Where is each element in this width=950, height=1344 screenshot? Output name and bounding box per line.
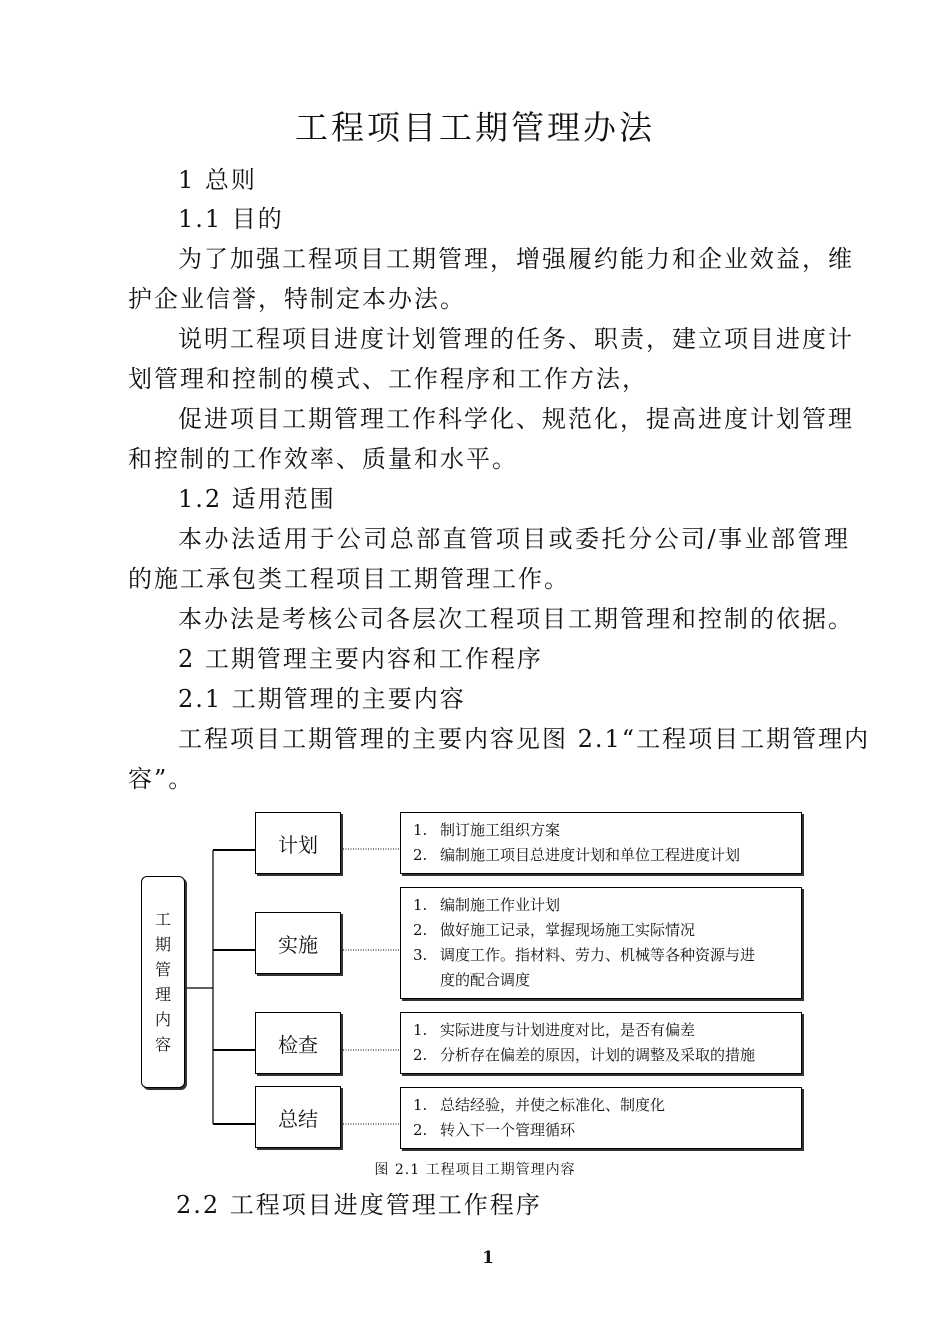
heading-2-1: 2.1 工期管理的主要内容: [178, 685, 466, 713]
item-number: 2.: [413, 1046, 428, 1064]
stage-implement-box: [255, 912, 341, 974]
detail-item: [413, 943, 801, 968]
item-text: 制订施工组织方案: [440, 821, 561, 839]
detail-check-box: [400, 1012, 802, 1074]
paragraph-basis: 本办法是考核公司各层次工程项目工期管理和控制的依据。: [178, 605, 854, 633]
paragraph-content-line2: 容”。: [128, 765, 195, 793]
item-number: 3.: [413, 946, 428, 964]
heading-1-1: 1.1 目的: [178, 205, 284, 233]
heading-2-2: 2.2 工程项目进度管理工作程序: [176, 1191, 542, 1219]
stage-check-box: [255, 1012, 341, 1074]
item-number: 2.: [413, 921, 428, 939]
detail-implement-box: [400, 887, 802, 999]
root-char: 管: [154, 960, 171, 979]
heading-1: 1 总则: [178, 166, 257, 194]
item-number: 1.: [413, 1096, 428, 1114]
item-text: 调度工作。指材料、劳力、机械等各种资源与进: [440, 946, 756, 964]
stage-label: 检查: [278, 1032, 318, 1057]
paragraph-content-line1: 工程项目工期管理的主要内容见图 2.1“工程项目工期管理内: [178, 725, 871, 753]
detail-item: [413, 818, 801, 843]
detail-item: [413, 1118, 801, 1143]
paragraph-scope-line2: 的施工承包类工程项目工期管理工作。: [128, 565, 570, 593]
stage-summary-box: [255, 1086, 341, 1148]
stage-label: 总结: [278, 1106, 318, 1131]
item-text: 度的配合调度: [440, 971, 531, 989]
item-text: 编制施工项目总进度计划和单位工程进度计划: [440, 846, 741, 864]
detail-item: [413, 843, 801, 868]
detail-item: [413, 893, 801, 918]
paragraph-promote-line2: 和控制的工作效率、质量和水平。: [128, 445, 518, 473]
item-number: 2.: [413, 1121, 428, 1139]
item-number: 1.: [413, 896, 428, 914]
paragraph-promote-line1: 促进项目工期管理工作科学化、规范化，提高进度计划管理: [178, 405, 854, 433]
detail-item: [413, 918, 801, 943]
detail-item: [413, 1018, 801, 1043]
paragraph-purpose-line2: 护企业信誉，特制定本办法。: [128, 285, 466, 313]
paragraph-purpose-line1: 为了加强工程项目工期管理，增强履约能力和企业效益，维: [178, 245, 854, 273]
root-char: 理: [154, 985, 171, 1004]
item-text: 转入下一个管理循环: [440, 1121, 576, 1139]
document-title: 工程项目工期管理办法: [295, 108, 655, 147]
stage-label: 实施: [278, 932, 318, 957]
heading-2: 2 工期管理主要内容和工作程序: [178, 645, 543, 673]
detail-item: [413, 1043, 801, 1068]
item-text: 实际进度与计划进度对比，是否有偏差: [440, 1021, 696, 1039]
item-text: 总结经验，并使之标准化、制度化: [440, 1096, 666, 1114]
stage-label: 计划: [278, 832, 318, 857]
diagram-root-box: [141, 876, 185, 1088]
item-text: 分析存在偏差的原因，计划的调整及采取的措施: [440, 1046, 756, 1064]
heading-1-2: 1.2 适用范围: [178, 485, 336, 513]
root-char: 容: [154, 1035, 171, 1054]
root-char: 期: [154, 935, 171, 954]
paragraph-explain-line2: 划管理和控制的模式、工作程序和工作方法，: [128, 365, 648, 393]
item-number: 2.: [413, 846, 428, 864]
detail-item-continued: [413, 968, 801, 993]
detail-item: [413, 1093, 801, 1118]
item-number: 1.: [413, 1021, 428, 1039]
item-text: 做好施工记录，掌握现场施工实际情况: [440, 921, 696, 939]
root-char: 工: [154, 910, 171, 929]
paragraph-explain-line1: 说明工程项目进度计划管理的任务、职责，建立项目进度计: [178, 325, 854, 353]
stage-plan-box: [255, 812, 341, 874]
root-char: 内: [154, 1010, 171, 1029]
page-number: 1: [482, 1248, 494, 1268]
detail-plan-box: [400, 812, 802, 874]
item-number: 1.: [413, 821, 428, 839]
item-text: 编制施工作业计划: [440, 896, 561, 914]
figure-caption: 图 2.1 工程项目工期管理内容: [374, 1162, 576, 1178]
paragraph-scope-line1: 本办法适用于公司总部直管项目或委托分公司/事业部管理: [178, 525, 850, 553]
detail-summary-box: [400, 1087, 802, 1149]
